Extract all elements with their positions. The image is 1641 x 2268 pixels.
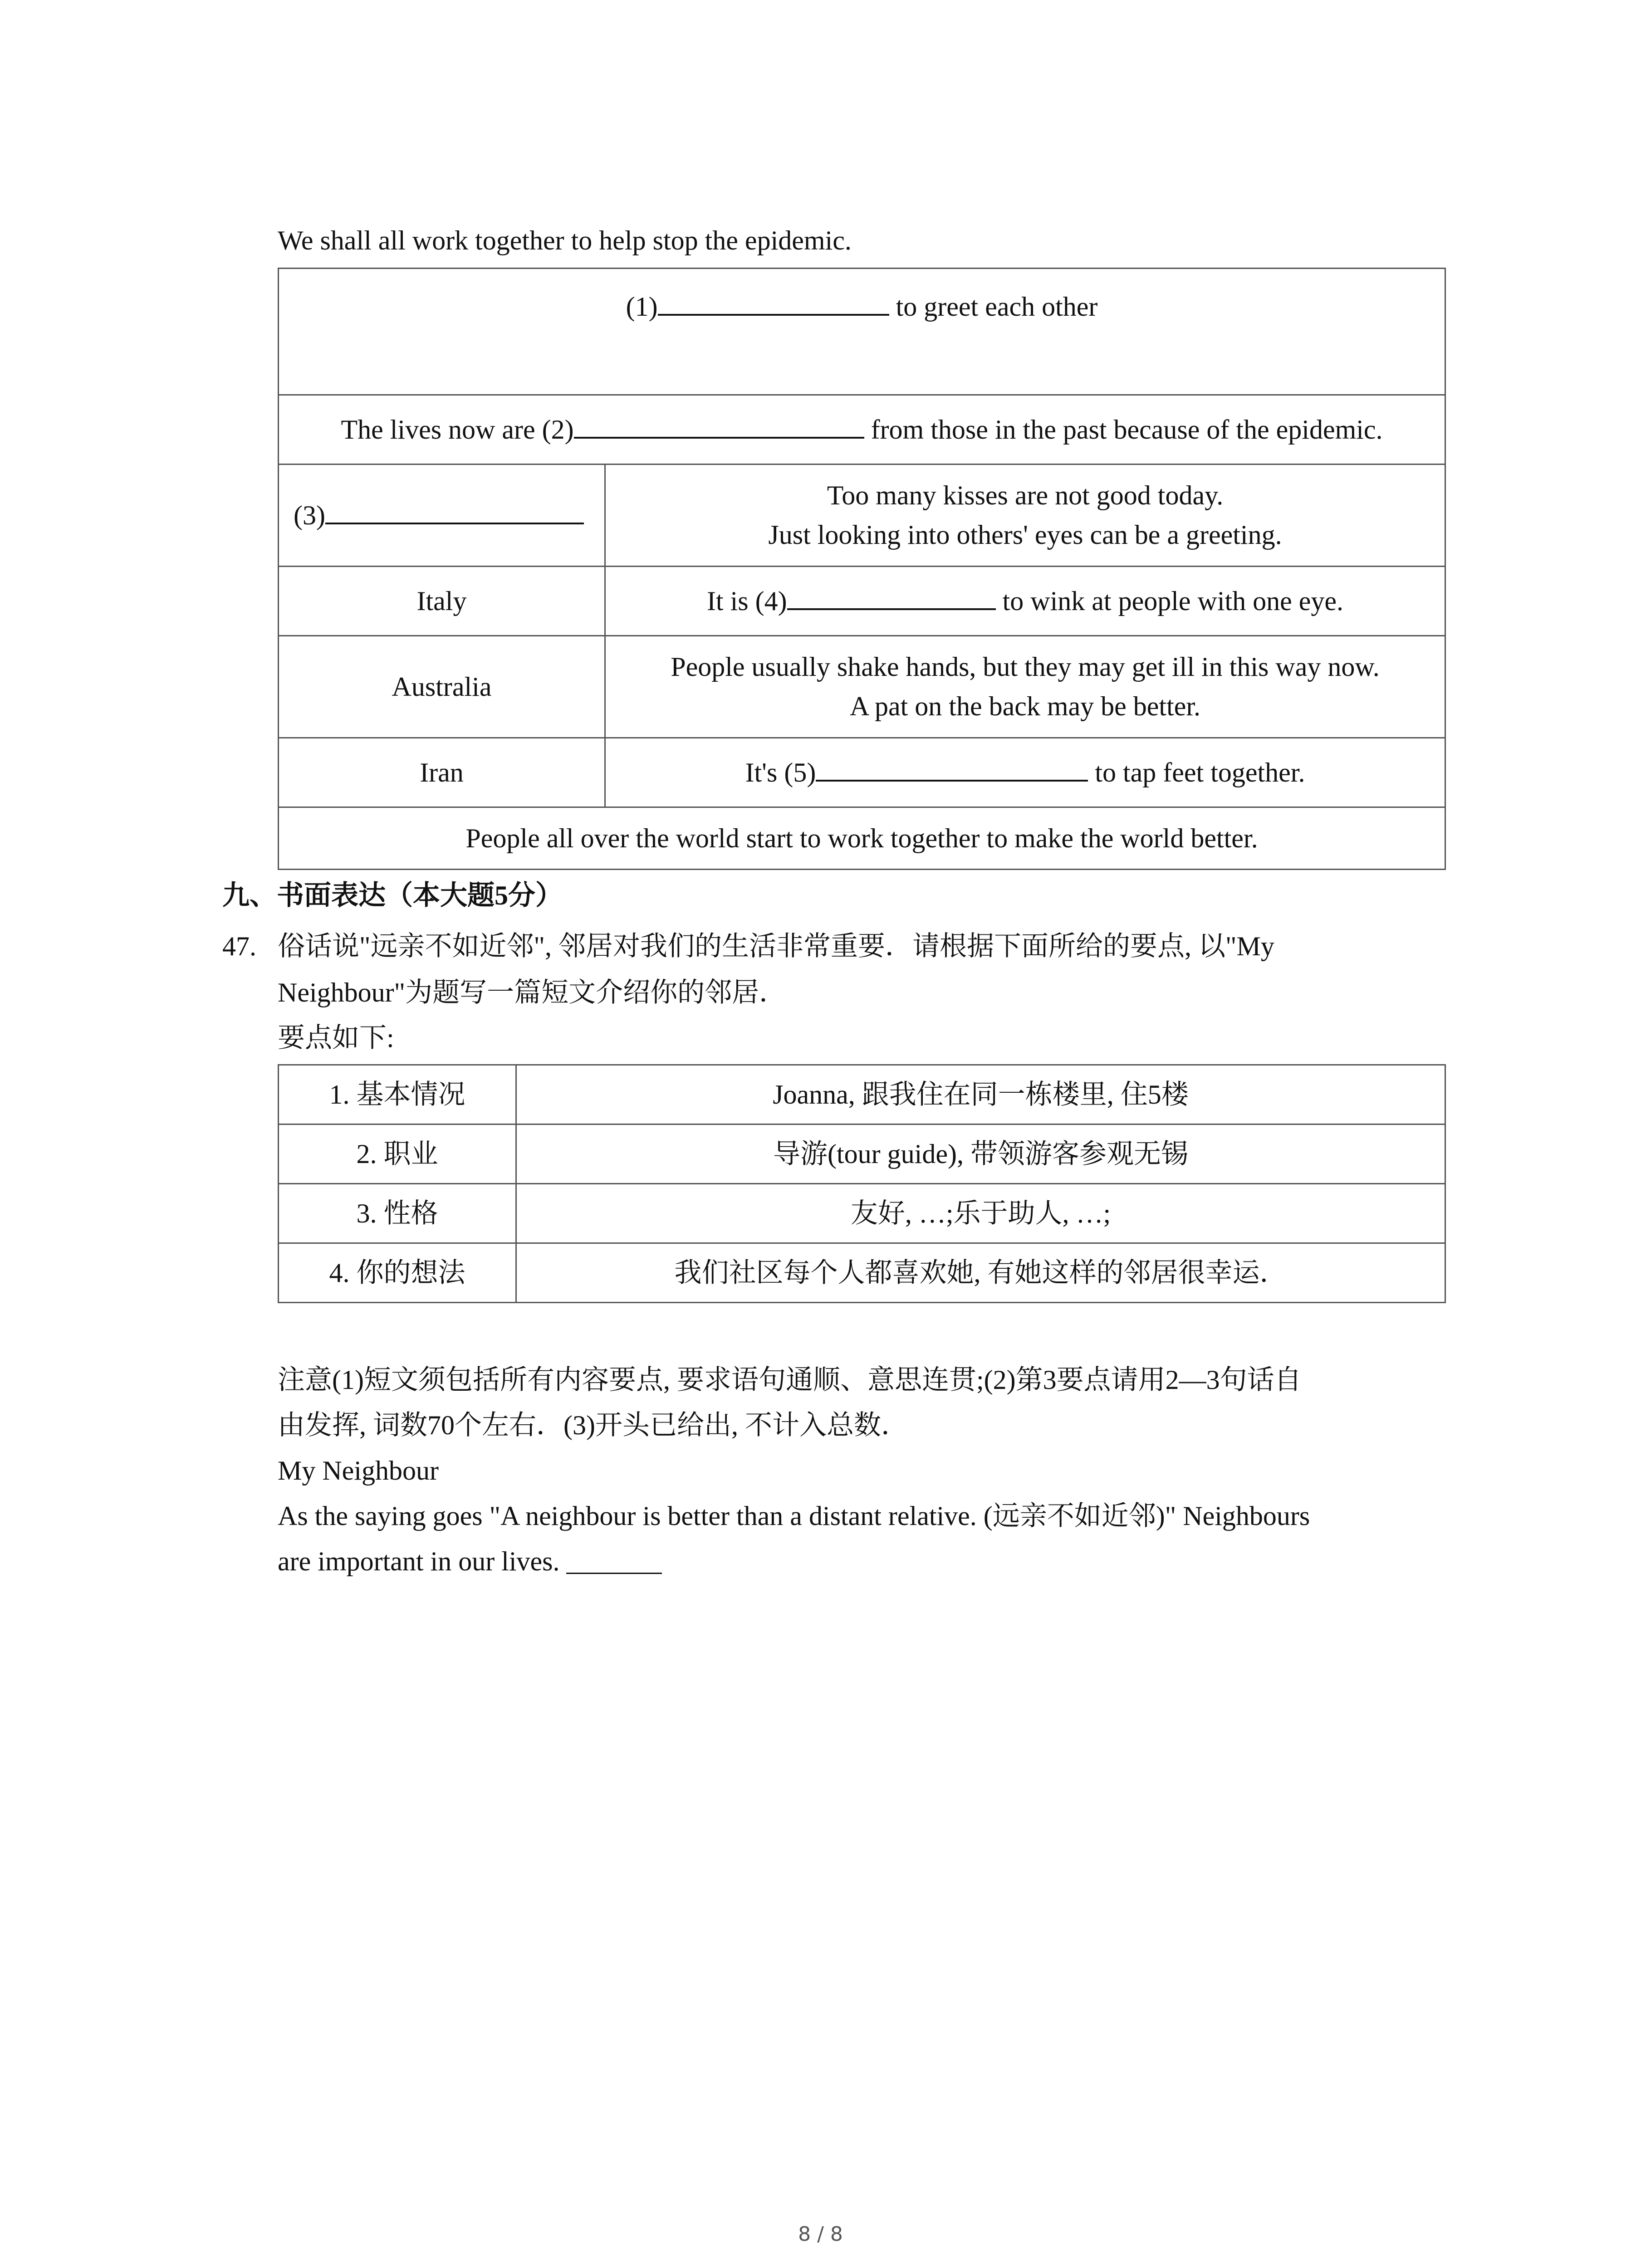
section-heading: 九、书面表达（本大题5分） <box>222 880 563 910</box>
table-cell <box>605 738 1445 807</box>
note-line: 注意(1)短文须包括所有内容要点, 要求语句通顺、意思连贯;(2)第3要点请用2—3句话自 <box>278 1365 1302 1395</box>
essay-paragraph-line: As the saying goes "A neighbour is better than a distant relative. (远亲不如近邻)" Neighbours <box>278 1501 1310 1531</box>
table-cell: Italy <box>279 567 605 636</box>
table-row <box>279 269 1445 395</box>
table-cell: People all over the world start to work together to make the world better. <box>279 807 1445 870</box>
cell-text: A pat on the back may be better. <box>849 691 1201 721</box>
cell-text: to greet each other <box>889 292 1098 322</box>
intro-sentence: We shall all work together to help stop the epidemic. <box>278 225 852 255</box>
table-cell <box>605 464 1445 567</box>
table-cell: Australia <box>279 636 605 738</box>
table-row <box>279 1243 1445 1303</box>
note-line: 由发挥, 词数70个左右．(3)开头已给出, 不计入总数． <box>278 1410 908 1440</box>
cell-text: It is (4) <box>706 586 787 616</box>
answer-blank-5[interactable] <box>816 756 1088 782</box>
answer-blank-2[interactable] <box>574 413 864 439</box>
point-value: 友好, …;乐于助人, …; <box>516 1184 1445 1243</box>
cell-text: People usually shake hands, but they may get ill in this way now. <box>671 652 1380 682</box>
cell-text: to wink at people with one eye. <box>995 586 1344 616</box>
point-value: 导游(tour guide), 带领游客参观无锡 <box>516 1124 1445 1184</box>
table-row <box>279 738 1445 807</box>
essay-paragraph-line: are important in our lives. _______ <box>278 1546 662 1576</box>
cell-text: (3) <box>294 500 325 530</box>
table-row <box>279 567 1445 636</box>
table-row <box>279 1124 1445 1184</box>
table-cell <box>605 636 1445 738</box>
point-key: 2. 职业 <box>279 1124 516 1184</box>
answer-blank-1[interactable] <box>658 290 889 316</box>
table-cell <box>605 567 1445 636</box>
table-row <box>279 1184 1445 1243</box>
cell-text: from those in the past because of the epidemic. <box>864 414 1383 445</box>
table-row <box>279 464 1445 567</box>
cell-text: The lives now are (2) <box>341 414 574 445</box>
cell-text: Just looking into others' eyes can be a greeting. <box>768 520 1282 550</box>
point-key: 4. 你的想法 <box>279 1243 516 1303</box>
question-number: 47. <box>222 931 256 961</box>
table-cell: Iran <box>279 738 605 807</box>
point-value: 我们社区每个人都喜欢她, 有她这样的邻居很幸运． <box>516 1243 1445 1303</box>
epidemic-greetings-table <box>278 268 1446 870</box>
table-cell <box>279 269 1445 395</box>
table-cell <box>279 395 1445 464</box>
point-key: 1. 基本情况 <box>279 1065 516 1124</box>
cell-text: (1) <box>626 292 658 322</box>
table-row <box>279 636 1445 738</box>
page-number: 8 / 8 <box>798 2223 843 2246</box>
table-row <box>279 1065 1445 1124</box>
cell-text: Too many kisses are not good today. <box>827 480 1224 510</box>
point-value: Joanna, 跟我住在同一栋楼里, 住5楼 <box>516 1065 1445 1124</box>
table-row <box>279 395 1445 464</box>
question-text-line: 要点如下: <box>278 1023 394 1053</box>
essay-title: My Neighbour <box>278 1456 439 1486</box>
key-points-table <box>278 1064 1446 1303</box>
question-text-line: Neighbour"为题写一篇短文介绍你的邻居． <box>278 978 787 1007</box>
cell-text: to tap feet together. <box>1088 757 1305 787</box>
answer-blank-3[interactable] <box>325 499 584 524</box>
point-key: 3. 性格 <box>279 1184 516 1243</box>
table-row <box>279 807 1445 870</box>
table-cell <box>279 464 605 567</box>
answer-blank-4[interactable] <box>787 585 996 610</box>
question-text-line: 俗话说"远亲不如近邻", 邻居对我们的生活非常重要．请根据下面所给的要点, 以"My <box>278 931 1274 961</box>
cell-text: It's (5) <box>745 757 816 787</box>
